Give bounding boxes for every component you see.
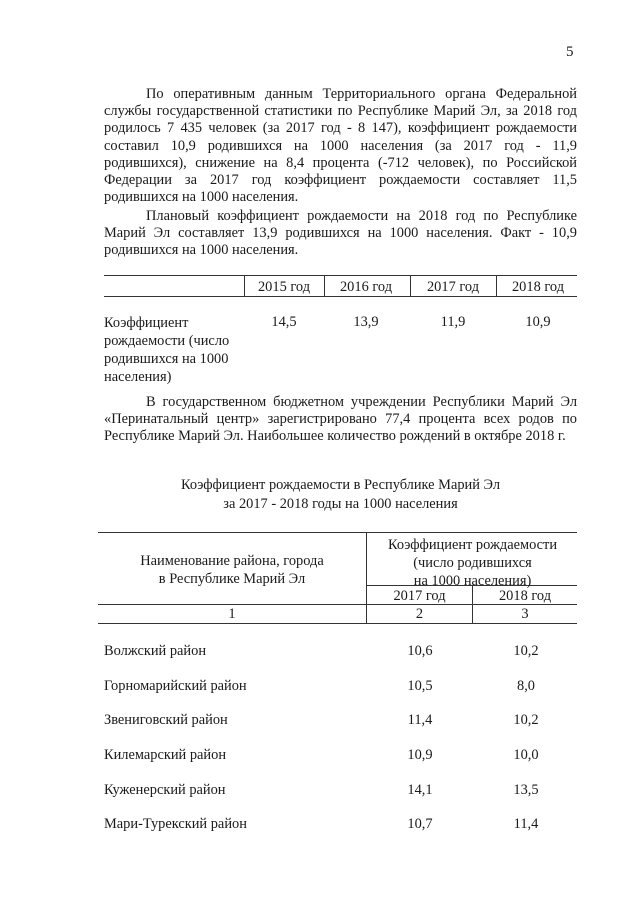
rate-2017: 10,6 (407, 643, 433, 659)
rate-2018: 8,0 (517, 678, 535, 694)
table-caption-line-2: за 2017 - 2018 годы на 1000 населения (223, 496, 458, 512)
rate-2018: 11,4 (513, 816, 539, 832)
column-header-district (100, 552, 364, 588)
paragraph-perinatal-center-text: В государственном бюджетном учреждении Республики Марий Эл «Перинатальный центр» зарегистрировано 77,4 процента всех родов по Республике Марий Эл. Наибольшее количество рождений в октябре 2018 г. (104, 394, 577, 445)
column-group-header (368, 536, 577, 590)
rate-2017: 10,9 (407, 747, 433, 763)
district-name: Горномарийский район (104, 678, 247, 694)
paragraph-birth-statistics (104, 86, 577, 206)
table-cell-2016: 13,9 (353, 314, 379, 330)
table-cell-2018: 10,9 (525, 314, 551, 330)
table-header-2015: 2015 год (257, 279, 311, 295)
paragraph-planned-rate (104, 208, 577, 260)
column-header-district-line-2: в Республике Марий Эл (158, 571, 306, 587)
table-header-2018: 2018 год (511, 279, 565, 295)
district-name: Куженерский район (104, 782, 226, 798)
rate-2017: 10,5 (407, 678, 433, 694)
column-header-district-line-1: Наименование района, города (140, 553, 324, 569)
table-cell-2015: 14,5 (271, 314, 297, 330)
rate-2017: 11,4 (407, 712, 433, 728)
district-name: Звениговский район (104, 712, 228, 728)
rate-2018: 10,0 (513, 747, 539, 763)
paragraph-perinatal-center (104, 394, 577, 446)
rate-2017: 10,7 (407, 816, 433, 832)
table-divider (496, 275, 497, 297)
rate-2017: 14,1 (407, 782, 433, 798)
column-number-1: 1 (228, 606, 236, 622)
district-name: Мари-Турекский район (104, 816, 247, 832)
table-caption-line-1: Коэффициент рождаемости в Республике Марий Эл (180, 477, 501, 493)
column-number-2: 2 (415, 606, 424, 622)
table-divider (324, 275, 325, 297)
rate-2018: 10,2 (513, 712, 539, 728)
table-top-rule (98, 532, 577, 533)
paragraph-birth-statistics-text: По оперативным данным Территориального органа Федеральной службы государственной статистики по Республике Марий Эл, за 2018 год родилось 7 435 человек (за 2017 год - 8 147), коэффициент рождаемости составил 10,9 родившихся на 1000 населения (за 2017 год - 11,9 родившихся), снижение на 8,4 процента (-712 человек), по Российской Федерации за 2017 год коэффициент рождаемости составляет 11,5 родившихся на 1000 населения. (104, 86, 577, 206)
district-name: Волжский район (104, 643, 207, 659)
table-row-label: Коэффициент рождаемости (число родившихся на 1000 населения) (104, 315, 230, 385)
rate-2018: 10,2 (513, 643, 539, 659)
rate-2018: 13,5 (513, 782, 539, 798)
column-number-3: 3 (521, 606, 529, 622)
district-name: Килемарский район (104, 747, 227, 763)
column-header-2017: 2017 год (393, 588, 446, 604)
table-cell-2017: 11,9 (440, 314, 466, 330)
column-group-header-line-3: на 1000 населения) (413, 573, 532, 589)
table-header-2016: 2016 год (339, 279, 393, 295)
column-group-header-line-2: (число родившихся (413, 555, 532, 571)
table-top-rule (104, 275, 577, 276)
column-group-header-line-1: Коэффициент рождаемости (387, 537, 558, 553)
table-numbering-rule (98, 623, 577, 624)
table-header-2017: 2017 год (426, 279, 480, 295)
table-divider (410, 275, 411, 297)
page-number: 5 (566, 44, 574, 60)
column-header-2018: 2018 год (498, 588, 552, 604)
paragraph-planned-rate-text: Плановый коэффициент рождаемости на 2018 год по Республике Марий Эл составляет 13,9 родившихся на 1000 населения. Факт - 10,9 родившихся на 1000 населения. (104, 208, 577, 259)
